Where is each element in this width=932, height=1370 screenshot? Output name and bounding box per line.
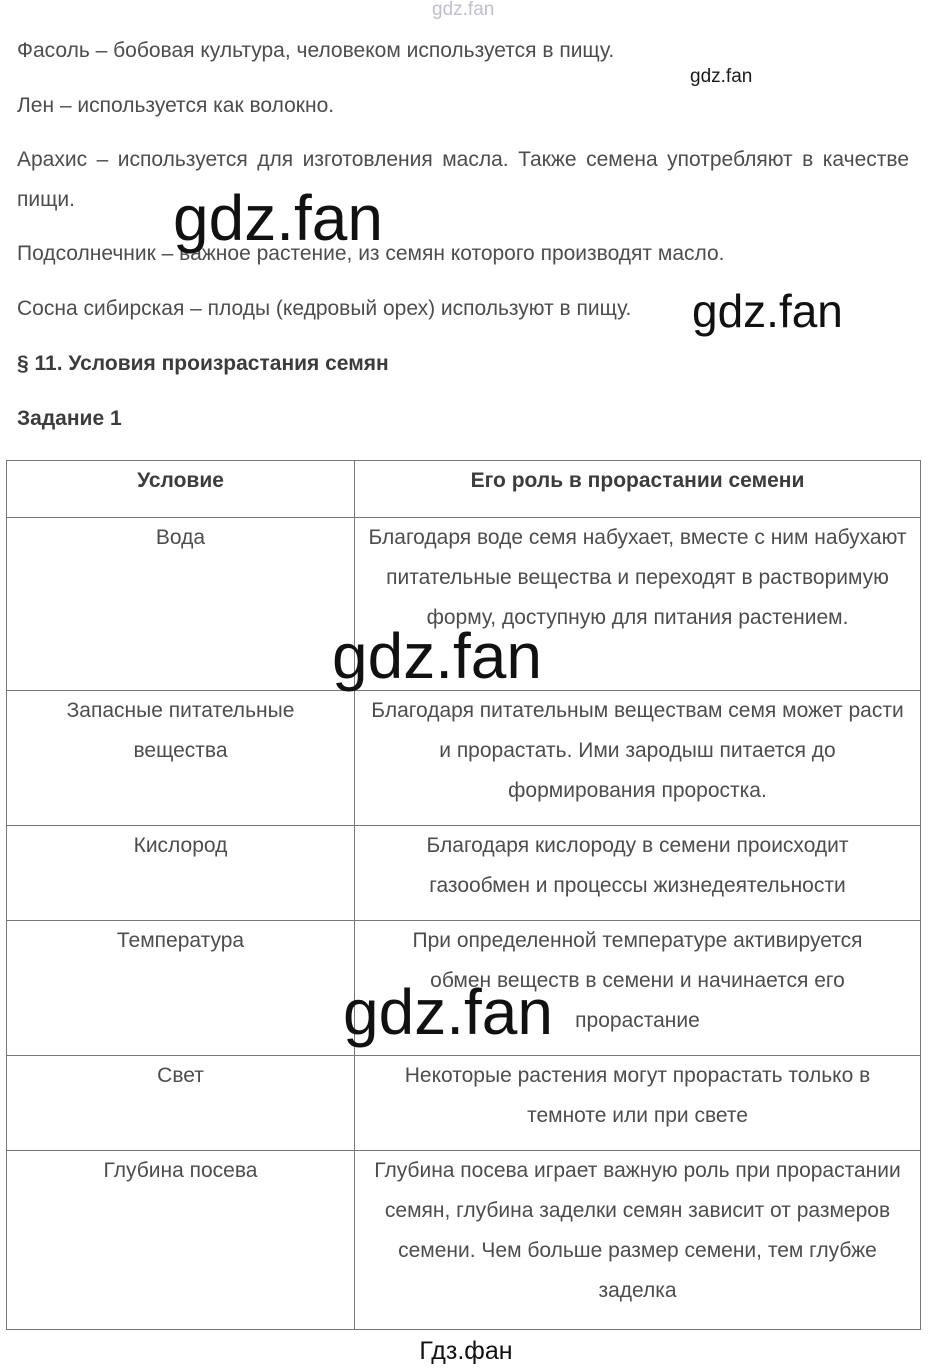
- watermark-small: gdz.fan: [690, 66, 753, 87]
- table-header-row: [7, 461, 921, 518]
- paragraph-fasol: Фасоль – бобовая культура, человеком используется в пищу.: [17, 39, 615, 62]
- paragraph-arahis: Арахис – используется для изготовления масла. Также семена употребляют в качестве пищи.: [17, 148, 909, 211]
- watermark-top: gdz.fan: [432, 0, 495, 20]
- paragraph-len: Лен – используется как волокно.: [17, 94, 335, 117]
- role-cell: Благодаря воде семя набухает, вместе с ним набухают питательные вещества и переходят в растворимую форму, доступную для питания растением.: [355, 518, 921, 691]
- watermark-big-1: gdz.fan: [173, 182, 383, 254]
- condition-cell: Температура: [7, 921, 355, 1056]
- footer-label: Гдз.фан: [419, 1337, 513, 1365]
- section-title: § 11. Условия произрастания семян: [17, 352, 389, 375]
- table-row: [7, 826, 921, 921]
- table-row: [7, 1151, 921, 1330]
- header-condition: Условие: [7, 461, 355, 518]
- task-title: Задание 1: [17, 407, 122, 430]
- condition-cell: Вода: [7, 518, 355, 691]
- role-cell: Глубина посева играет важную роль при прорастании семян, глубина заделки семян зависит от размеров семени. Чем больше размер семени, тем глубже заделка: [355, 1151, 921, 1330]
- paragraph-sosna: Сосна сибирская – плоды (кедровый орех) используют в пищу.: [17, 297, 632, 320]
- table-row: [7, 691, 921, 826]
- condition-cell: Запасные питательные вещества: [7, 691, 355, 826]
- condition-cell: Кислород: [7, 826, 355, 921]
- role-cell: Благодаря кислороду в семени происходит газообмен и процессы жизнедеятельности: [355, 826, 921, 921]
- table-row: [7, 1056, 921, 1151]
- role-cell: Благодаря питательным веществам семя может расти и прорастать. Ими зародыш питается до формирования проростка.: [355, 691, 921, 826]
- header-role: Его роль в прорастании семени: [355, 461, 921, 518]
- role-cell: При определенной температуре активируется обмен веществ в семени и начинается его прорастание: [355, 921, 921, 1056]
- conditions-table: [6, 460, 921, 1330]
- condition-cell: Свет: [7, 1056, 355, 1151]
- condition-cell: Глубина посева: [7, 1151, 355, 1330]
- watermark-big-2: gdz.fan: [692, 285, 843, 337]
- watermark-big-4: gdz.fan: [343, 976, 553, 1048]
- role-cell: Некоторые растения могут прорастать только в темноте или при свете: [355, 1056, 921, 1151]
- watermark-big-3: gdz.fan: [332, 620, 542, 692]
- paragraph-podsolnechnik: Подсолнечник – важное растение, из семян которого производят масло.: [17, 242, 725, 265]
